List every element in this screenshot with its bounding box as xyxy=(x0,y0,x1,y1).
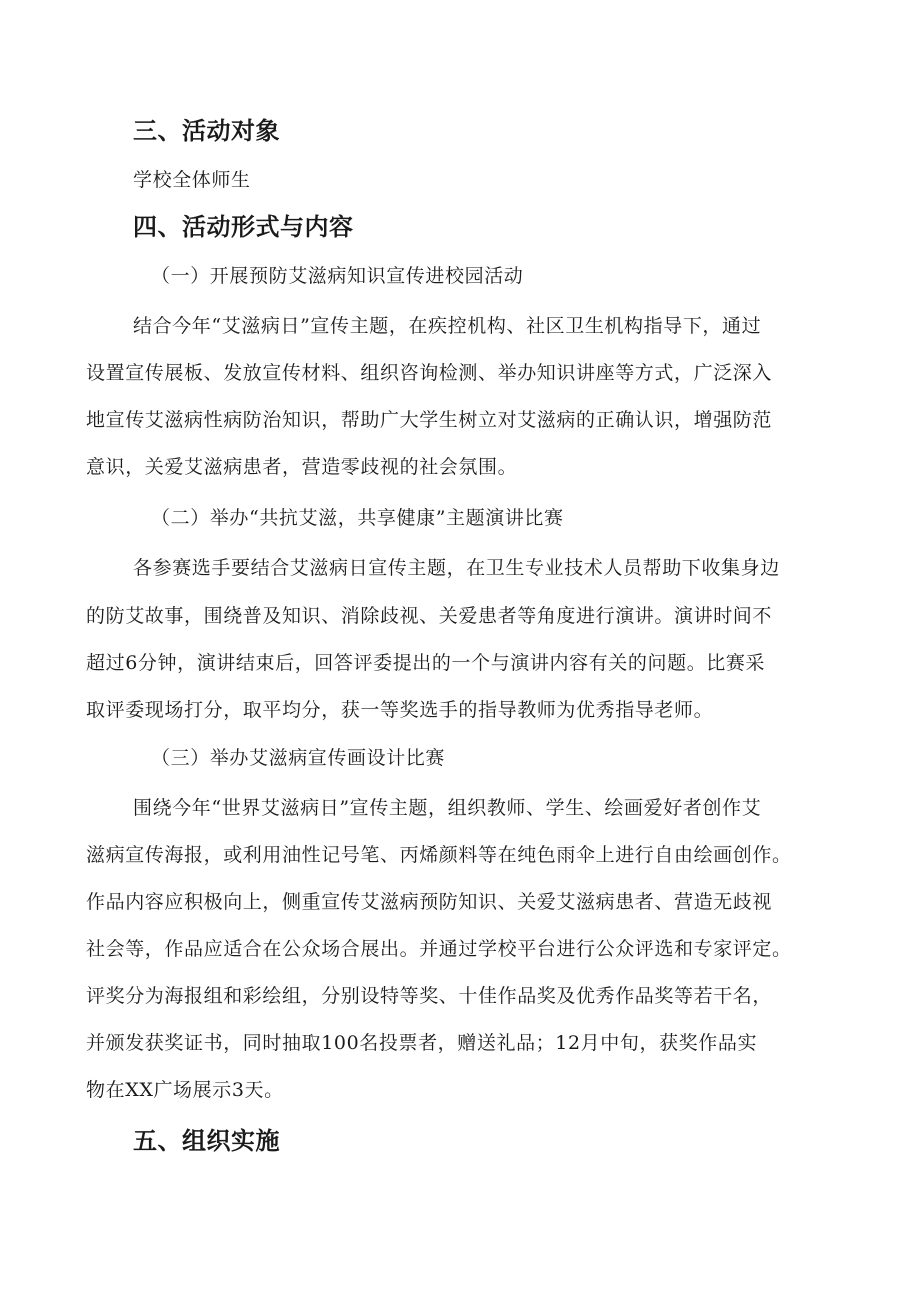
section-5-heading: 五、组织实施 xyxy=(133,1127,280,1155)
paragraph-line: 超过6分钟，演讲结束后，回答评委提出的一个与演讲内容有关的问题。比赛采 xyxy=(86,652,766,674)
subsection-3-title: （三）举办艾滋病宣传画设计比赛 xyxy=(151,747,446,769)
paragraph-line: 社会等，作品应适合在公众场合展出。并通过学校平台进行公众评选和专家评定。 xyxy=(86,938,792,960)
paragraph-line: 物在XX广场展示3天。 xyxy=(86,1079,284,1101)
section-4-heading: 四、活动形式与内容 xyxy=(133,213,354,241)
paragraph-line: 滋病宣传海报，或利用油性记号笔、丙烯颜料等在纯色雨伞上进行自由绘画创作。 xyxy=(86,844,792,866)
paragraph-line: 围绕今年“世界艾滋病日”宣传主题，组织教师、学生、绘画爱好者创作艾 xyxy=(133,797,762,819)
paragraph-line: 作品内容应积极向上，侧重宣传艾滋病预防知识、关爱艾滋病患者、营造无歧视 xyxy=(86,891,773,913)
section-3-body: 学校全体师生 xyxy=(133,169,251,191)
paragraph-line: 设置宣传展板、发放宣传材料、组织咨询检测、举办知识讲座等方式，广泛深入 xyxy=(86,362,773,384)
paragraph-line: 的防艾故事，围绕普及知识、消除歧视、关爱患者等角度进行演讲。演讲时间不 xyxy=(86,605,773,627)
subsection-2-title: （二）举办“共抗艾滋，共享健康”主题演讲比赛 xyxy=(151,507,564,529)
paragraph-line: 地宣传艾滋病性病防治知识，帮助广大学生树立对艾滋病的正确认识，增强防范 xyxy=(86,409,773,431)
paragraph-line: 并颁发获奖证书，同时抽取100名投票者，赠送礼品；12月中旬，获奖作品实 xyxy=(86,1032,758,1054)
paragraph-line: 各参赛选手要结合艾滋病日宣传主题，在卫生专业技术人员帮助下收集身边 xyxy=(133,557,780,579)
paragraph-line: 评奖分为海报组和彩绘组，分别设特等奖、十佳作品奖及优秀作品奖等若干名， xyxy=(86,985,773,1007)
paragraph-line: 取评委现场打分，取平均分，获一等奖选手的指导教师为优秀指导老师。 xyxy=(86,699,714,721)
paragraph-line: 意识，关爱艾滋病患者，营造零歧视的社会氛围。 xyxy=(86,456,518,478)
section-3-heading: 三、活动对象 xyxy=(133,117,280,145)
paragraph-line: 结合今年“艾滋病日”宣传主题，在疾控机构、社区卫生机构指导下，通过 xyxy=(133,315,762,337)
subsection-1-title: （一）开展预防艾滋病知识宣传进校园活动 xyxy=(151,265,524,287)
